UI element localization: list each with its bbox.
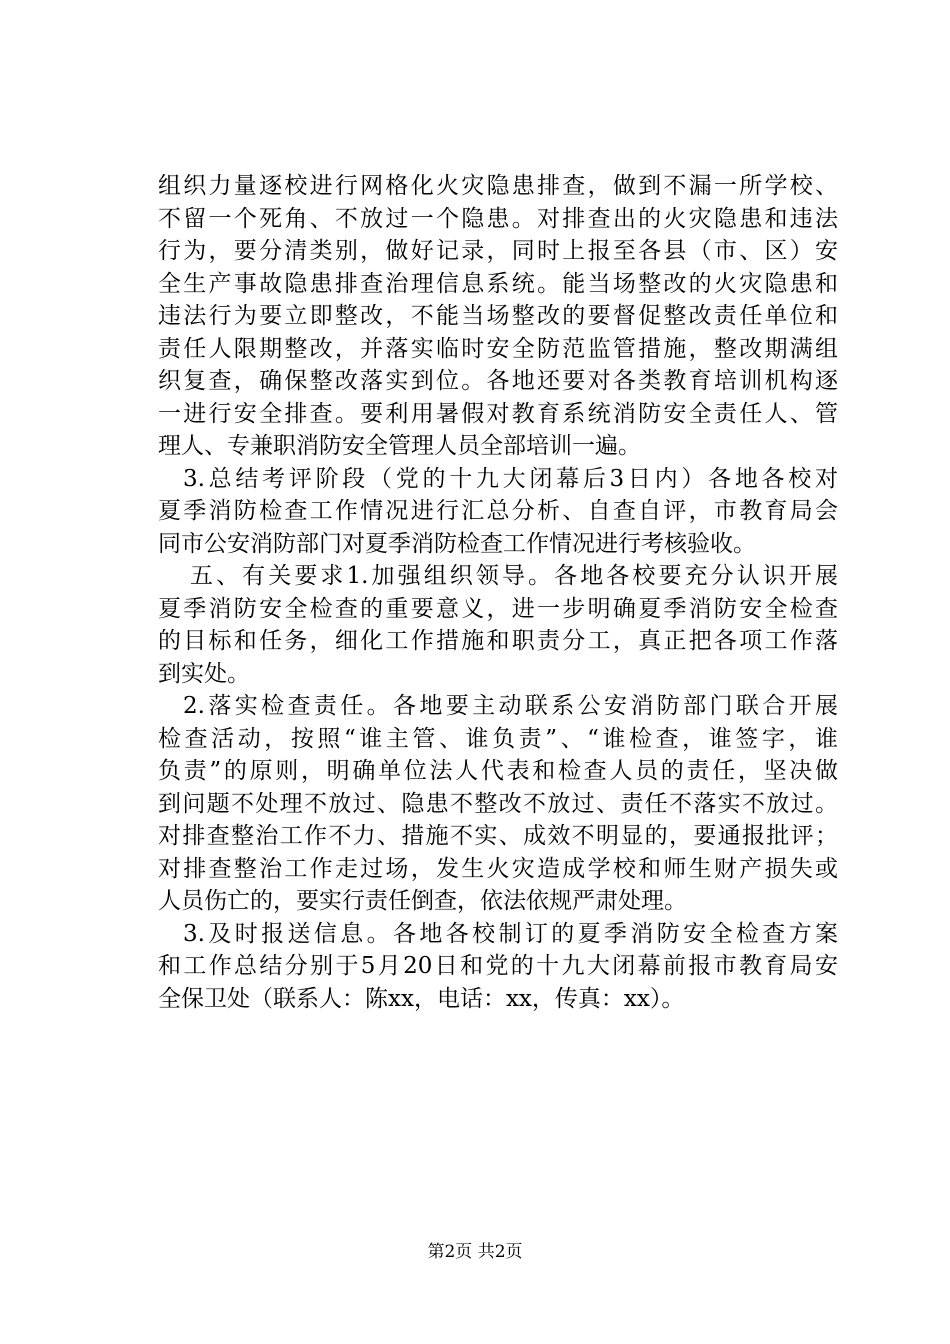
text-line: 和工作总结分别于5月20日和党的十九大闭幕前报市教育局安 xyxy=(158,953,838,979)
text-line: 全保卫处（联系人：陈xx，电话：xx，传真：xx）。 xyxy=(158,985,685,1012)
text-line: 到实处。 xyxy=(158,660,250,687)
document-body xyxy=(158,170,838,1015)
paragraph-start-line: 2.落实检查责任。各地要主动联系公安消防部门联合开展 xyxy=(183,693,838,719)
text-line: 检查活动，按照“谁主管、谁负责”、“谁检查，谁签字，谁 xyxy=(158,725,838,752)
page-number-footer: 第2页 共2页 xyxy=(427,1242,523,1262)
paragraph-start-line: 3.总结考评阶段（党的十九大闭幕后3日内）各地各校对 xyxy=(183,465,838,492)
text-line: 全生产事故隐患排查治理信息系统。能当场整改的火灾隐患和 xyxy=(158,270,838,297)
text-line: 的目标和任务，细化工作措施和职责分工，真正把各项工作落 xyxy=(158,628,838,654)
text-line: 对排查整治工作不力、措施不实、成效不明显的，要通报批评； xyxy=(158,823,838,849)
text-line: 组织力量逐校进行网格化火灾隐患排查，做到不漏一所学校、 xyxy=(158,173,838,199)
text-line: 一进行安全排查。要利用暑假对教育系统消防安全责任人、管 xyxy=(158,400,838,427)
text-line: 理人、专兼职消防安全管理人员全部培训一遍。 xyxy=(158,433,641,459)
text-line: 夏季消防检查工作情况进行汇总分析、自查自评，市教育局会 xyxy=(158,498,838,524)
text-line: 不留一个死角、不放过一个隐患。对排查出的火灾隐患和违法 xyxy=(158,205,838,232)
paragraph-start-line: 五、有关要求1.加强组织领导。各地各校要充分认识开展 xyxy=(190,563,838,589)
text-line: 人员伤亡的，要实行责任倒查，依法依规严肃处理。 xyxy=(158,888,687,914)
text-line: 到问题不处理不放过、隐患不整改不放过、责任不落实不放过。 xyxy=(158,790,838,817)
text-line: 责任人限期整改，并落实临时安全防范监管措施，整改期满组 xyxy=(158,335,838,362)
text-line: 负责”的原则，明确单位法人代表和检查人员的责任，坚决做 xyxy=(158,758,838,784)
text-line: 夏季消防安全检查的重要意义，进一步明确夏季消防安全检查 xyxy=(158,595,838,622)
text-line: 同市公安消防部门对夏季消防检查工作情况进行考核验收。 xyxy=(158,530,756,557)
paragraph-start-line: 3.及时报送信息。各地各校制订的夏季消防安全检查方案 xyxy=(183,920,838,947)
text-line: 对排查整治工作走过场，发生火灾造成学校和师生财产损失或 xyxy=(158,855,838,882)
text-line: 违法行为要立即整改，不能当场整改的要督促整改责任单位和 xyxy=(158,303,838,329)
text-line: 行为，要分清类别，做好记录，同时上报至各县（市、区）安 xyxy=(158,238,838,264)
text-line: 织复查，确保整改落实到位。各地还要对各类教育培训机构逐 xyxy=(158,368,838,394)
